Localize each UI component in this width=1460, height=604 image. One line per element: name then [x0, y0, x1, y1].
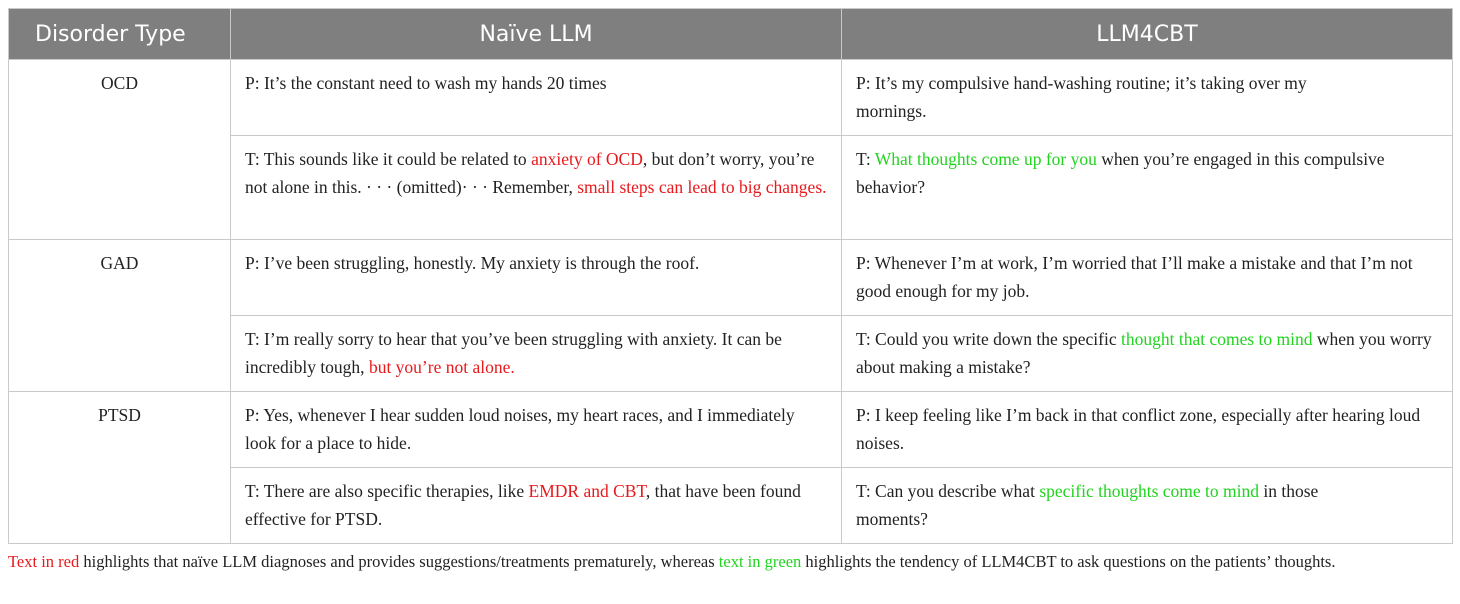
- green-highlight: specific thoughts come to mind: [1039, 481, 1260, 501]
- caption-red-text: Text in red: [8, 552, 80, 571]
- table-caption: [8, 550, 1452, 573]
- text-segment: T: There are also specific therapies, like: [245, 481, 529, 501]
- cbt-therapist-cell: [842, 468, 1453, 544]
- naive-therapist-cell: [231, 468, 842, 544]
- cbt-patient-cell: P: Whenever I’m at work, I’m worried that I’ll make a mistake and that I’m not good enough for my job.: [842, 240, 1453, 316]
- comparison-table-container: [8, 8, 1452, 573]
- table-header-row: [9, 9, 1453, 60]
- caption-text: highlights that naïve LLM diagnoses and provides suggestions/treatments prematurely, whereas: [79, 552, 719, 571]
- disorder-cell-ptsd: PTSD: [9, 392, 231, 544]
- red-highlight: but you’re not alone.: [368, 357, 515, 377]
- cbt-therapist-cell: [842, 316, 1453, 392]
- text-segment: in those moments?: [856, 481, 1319, 529]
- text-segment: T: Could you write down the specific: [856, 329, 1121, 349]
- naive-patient-cell: P: It’s the constant need to wash my hands 20 times: [231, 60, 842, 136]
- naive-therapist-cell: [231, 136, 842, 240]
- text-segment: , that have been found effective for PTSD.: [245, 481, 801, 529]
- text-segment: T:: [856, 149, 875, 169]
- caption-green-text: text in green: [718, 552, 802, 571]
- text-segment: T: This sounds like it could be related to: [245, 149, 532, 169]
- red-highlight: EMDR and CBT: [528, 481, 646, 501]
- text-segment: , but don’t worry, you’re not alone in this. · · · (omitted)· · · Remember,: [245, 149, 815, 197]
- naive-patient-cell: P: I’ve been struggling, honestly. My anxiety is through the roof.: [231, 240, 842, 316]
- caption-text: highlights the tendency of LLM4CBT to ask questions on the patients’ thoughts.: [801, 552, 1336, 571]
- table-row-ptsd-patient: [9, 392, 1453, 468]
- header-disorder-type: Disorder Type: [9, 9, 231, 60]
- comparison-table: [8, 8, 1453, 544]
- table-row-gad-patient: [9, 240, 1453, 316]
- naive-patient-cell: P: Yes, whenever I hear sudden loud noises, my heart races, and I immediately look for a place to hide.: [231, 392, 842, 468]
- text-segment: T: Can you describe what: [856, 481, 1040, 501]
- disorder-cell-ocd: OCD: [9, 60, 231, 240]
- text-segment: when you’re engaged in this compulsive behavior?: [856, 149, 1385, 197]
- text-segment: when you worry about making a mistake?: [856, 329, 1432, 377]
- green-highlight: thought that comes to mind: [1120, 329, 1313, 349]
- text-segment: T: I’m really sorry to hear that you’ve been struggling with anxiety. It can be incredibly tough,: [245, 329, 782, 377]
- header-llm4cbt: LLM4CBT: [842, 9, 1453, 60]
- cbt-patient-cell: P: It’s my compulsive hand-washing routine; it’s taking over my mornings.: [842, 60, 1453, 136]
- red-highlight: small steps can lead to big changes.: [577, 177, 827, 197]
- header-naive-llm: Naïve LLM: [231, 9, 842, 60]
- red-highlight: anxiety of OCD: [531, 149, 643, 169]
- naive-therapist-cell: [231, 316, 842, 392]
- cbt-therapist-cell: [842, 136, 1453, 240]
- disorder-cell-gad: GAD: [9, 240, 231, 392]
- cbt-patient-cell: P: I keep feeling like I’m back in that conflict zone, especially after hearing loud noises.: [842, 392, 1453, 468]
- table-row-ocd-patient: [9, 60, 1453, 136]
- green-highlight: What thoughts come up for you: [874, 149, 1097, 169]
